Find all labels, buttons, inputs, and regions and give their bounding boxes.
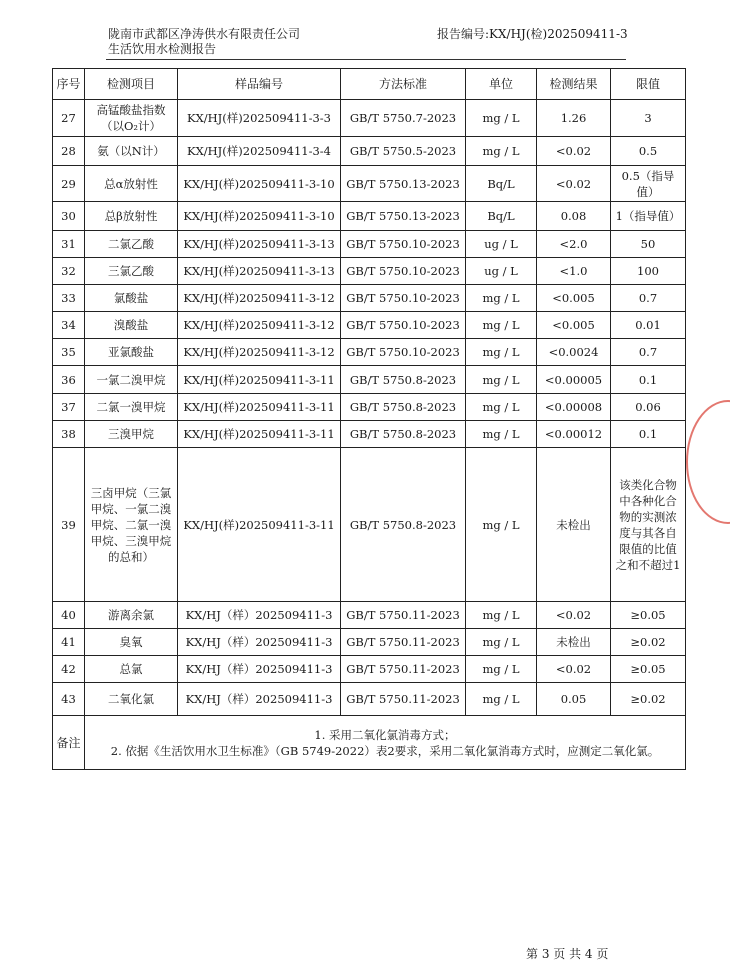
row-result: <0.02 [537,656,611,683]
row-no: 30 [53,202,85,231]
row-item: 一氯二溴甲烷 [85,366,178,394]
row-method: GB/T 5750.5-2023 [341,137,466,166]
row-sample: KX/HJ(样)202509411-3-3 [178,100,341,137]
row-unit: mg / L [466,366,537,394]
row-method: GB/T 5750.10-2023 [341,231,466,258]
row-method: GB/T 5750.11-2023 [341,629,466,656]
page-number: 第 3 页 共 4 页 [526,947,609,961]
col-header-result: 检测结果 [537,69,611,100]
row-no: 34 [53,312,85,339]
row-limit: 1（指导值） [611,202,686,231]
row-unit: mg / L [466,285,537,312]
row-unit: mg / L [466,448,537,602]
company-seal [686,400,730,524]
row-sample: KX/HJ(样)202509411-3-13 [178,231,341,258]
row-method: GB/T 5750.8-2023 [341,366,466,394]
table-row [53,312,686,339]
row-unit: mg / L [466,602,537,629]
row-result: <0.00005 [537,366,611,394]
col-header-limit: 限值 [611,69,686,100]
row-result: <0.00008 [537,394,611,421]
row-item: 三溴甲烷 [85,421,178,448]
row-unit: mg / L [466,629,537,656]
row-sample: KX/HJ（样）202509411-3 [178,629,341,656]
row-method: GB/T 5750.11-2023 [341,656,466,683]
row-limit: ≥0.02 [611,629,686,656]
row-sample: KX/HJ(样)202509411-3-11 [178,394,341,421]
row-sample: KX/HJ(样)202509411-3-12 [178,339,341,366]
row-item: 溴酸盐 [85,312,178,339]
row-no: 31 [53,231,85,258]
row-limit: 0.5（指导值） [611,166,686,202]
row-result: 未检出 [537,448,611,602]
row-item: 氨（以N计） [85,137,178,166]
row-no: 29 [53,166,85,202]
row-sample: KX/HJ（样）202509411-3 [178,683,341,716]
row-unit: mg / L [466,421,537,448]
row-method: GB/T 5750.10-2023 [341,312,466,339]
row-limit: 100 [611,258,686,285]
row-unit: mg / L [466,656,537,683]
table-row [53,100,686,137]
remark-line-1: 1. 采用二氧化氯消毒方式； [314,727,456,742]
col-header-sample: 样品编号 [178,69,341,100]
row-sample: KX/HJ(样)202509411-3-10 [178,202,341,231]
row-sample: KX/HJ（样）202509411-3 [178,602,341,629]
row-unit: mg / L [466,100,537,137]
row-no: 32 [53,258,85,285]
row-unit: ug / L [466,258,537,285]
table-row [53,683,686,716]
row-result: <0.02 [537,602,611,629]
row-no: 39 [53,448,85,602]
row-sample: KX/HJ(样)202509411-3-4 [178,137,341,166]
table-row [53,231,686,258]
row-limit: 50 [611,231,686,258]
row-item: 二氯乙酸 [85,231,178,258]
row-no: 28 [53,137,85,166]
results-table [52,68,686,770]
table-row [53,285,686,312]
row-unit: mg / L [466,137,537,166]
table-row [53,339,686,366]
row-method: GB/T 5750.8-2023 [341,421,466,448]
row-limit: 0.7 [611,285,686,312]
row-unit: mg / L [466,394,537,421]
row-method: GB/T 5750.11-2023 [341,602,466,629]
col-header-no: 序号 [53,69,85,100]
row-item: 氯酸盐 [85,285,178,312]
company-name: 陇南市武都区净涛供水有限责任公司 [108,27,301,41]
col-header-item: 检测项目 [85,69,178,100]
row-method: GB/T 5750.8-2023 [341,448,466,602]
row-no: 43 [53,683,85,716]
row-item: 游离余氯 [85,602,178,629]
table-row [53,366,686,394]
row-item: 臭氧 [85,629,178,656]
row-result: <0.02 [537,137,611,166]
row-unit: Bq/L [466,202,537,231]
table-row [53,629,686,656]
row-limit: ≥0.05 [611,656,686,683]
row-limit: 0.5 [611,137,686,166]
row-limit: ≥0.02 [611,683,686,716]
table-row [53,602,686,629]
row-limit: 0.06 [611,394,686,421]
col-header-method: 方法标准 [341,69,466,100]
row-limit: 该类化合物中各种化合物的实测浓度与其各自限值的比值之和不超过1 [611,448,686,602]
row-item: 总氯 [85,656,178,683]
row-method: GB/T 5750.8-2023 [341,394,466,421]
row-result: <2.0 [537,231,611,258]
row-result: 1.26 [537,100,611,137]
row-method: GB/T 5750.11-2023 [341,683,466,716]
remarks-label: 备注 [53,716,85,770]
row-item: 总α放射性 [85,166,178,202]
row-sample: KX/HJ(样)202509411-3-11 [178,448,341,602]
row-result: <0.005 [537,285,611,312]
row-result: <0.005 [537,312,611,339]
row-method: GB/T 5750.10-2023 [341,258,466,285]
row-sample: KX/HJ(样)202509411-3-11 [178,366,341,394]
row-sample: KX/HJ(样)202509411-3-11 [178,421,341,448]
remark-line-2: 2. 依据《生活饮用水卫生标准》（GB 5749-2022）表2要求，采用二氧化氯消毒方式时，应测定二氧化氯。 [110,743,660,758]
row-limit: ≥0.05 [611,602,686,629]
row-result: 0.08 [537,202,611,231]
row-item: 三卤甲烷（三氯甲烷、一氯二溴甲烷、二氯一溴甲烷、三溴甲烷的总和） [85,448,178,602]
row-sample: KX/HJ(样)202509411-3-10 [178,166,341,202]
row-no: 40 [53,602,85,629]
report-number: 报告编号:KX/HJ(检)202509411-3 [437,27,628,41]
row-limit: 3 [611,100,686,137]
row-no: 35 [53,339,85,366]
row-limit: 0.7 [611,339,686,366]
row-no: 41 [53,629,85,656]
table-row [53,394,686,421]
table-body [53,100,686,716]
row-no: 27 [53,100,85,137]
row-limit: 0.1 [611,366,686,394]
row-result: 未检出 [537,629,611,656]
row-method: GB/T 5750.10-2023 [341,339,466,366]
row-limit: 0.1 [611,421,686,448]
remarks-row [53,716,686,770]
remarks-content [85,716,686,770]
row-unit: mg / L [466,312,537,339]
row-sample: KX/HJ(样)202509411-3-12 [178,285,341,312]
row-item: 二氧化氯 [85,683,178,716]
row-sample: KX/HJ(样)202509411-3-12 [178,312,341,339]
row-limit: 0.01 [611,312,686,339]
row-method: GB/T 5750.13-2023 [341,166,466,202]
header-divider [106,59,626,60]
table-row [53,166,686,202]
row-no: 36 [53,366,85,394]
row-item: 总β放射性 [85,202,178,231]
table-row [53,258,686,285]
row-item: 三氯乙酸 [85,258,178,285]
row-unit: mg / L [466,339,537,366]
row-method: GB/T 5750.7-2023 [341,100,466,137]
row-no: 42 [53,656,85,683]
row-result: 0.05 [537,683,611,716]
row-unit: ug / L [466,231,537,258]
row-method: GB/T 5750.13-2023 [341,202,466,231]
row-result: <0.00012 [537,421,611,448]
row-item: 亚氯酸盐 [85,339,178,366]
row-unit: Bq/L [466,166,537,202]
row-no: 38 [53,421,85,448]
row-item: 二氯一溴甲烷 [85,394,178,421]
table-header-row [53,69,686,100]
table-row [53,202,686,231]
col-header-unit: 单位 [466,69,537,100]
row-sample: KX/HJ(样)202509411-3-13 [178,258,341,285]
report-subtitle: 生活饮用水检测报告 [108,42,217,56]
row-result: <0.0024 [537,339,611,366]
row-method: GB/T 5750.10-2023 [341,285,466,312]
row-no: 33 [53,285,85,312]
table-row [53,421,686,448]
row-result: <1.0 [537,258,611,285]
row-result: <0.02 [537,166,611,202]
table-row [53,656,686,683]
table-row [53,137,686,166]
row-item: 高锰酸盐指数（以O₂计） [85,100,178,137]
table-row [53,448,686,602]
row-no: 37 [53,394,85,421]
row-sample: KX/HJ（样）202509411-3 [178,656,341,683]
row-unit: mg / L [466,683,537,716]
